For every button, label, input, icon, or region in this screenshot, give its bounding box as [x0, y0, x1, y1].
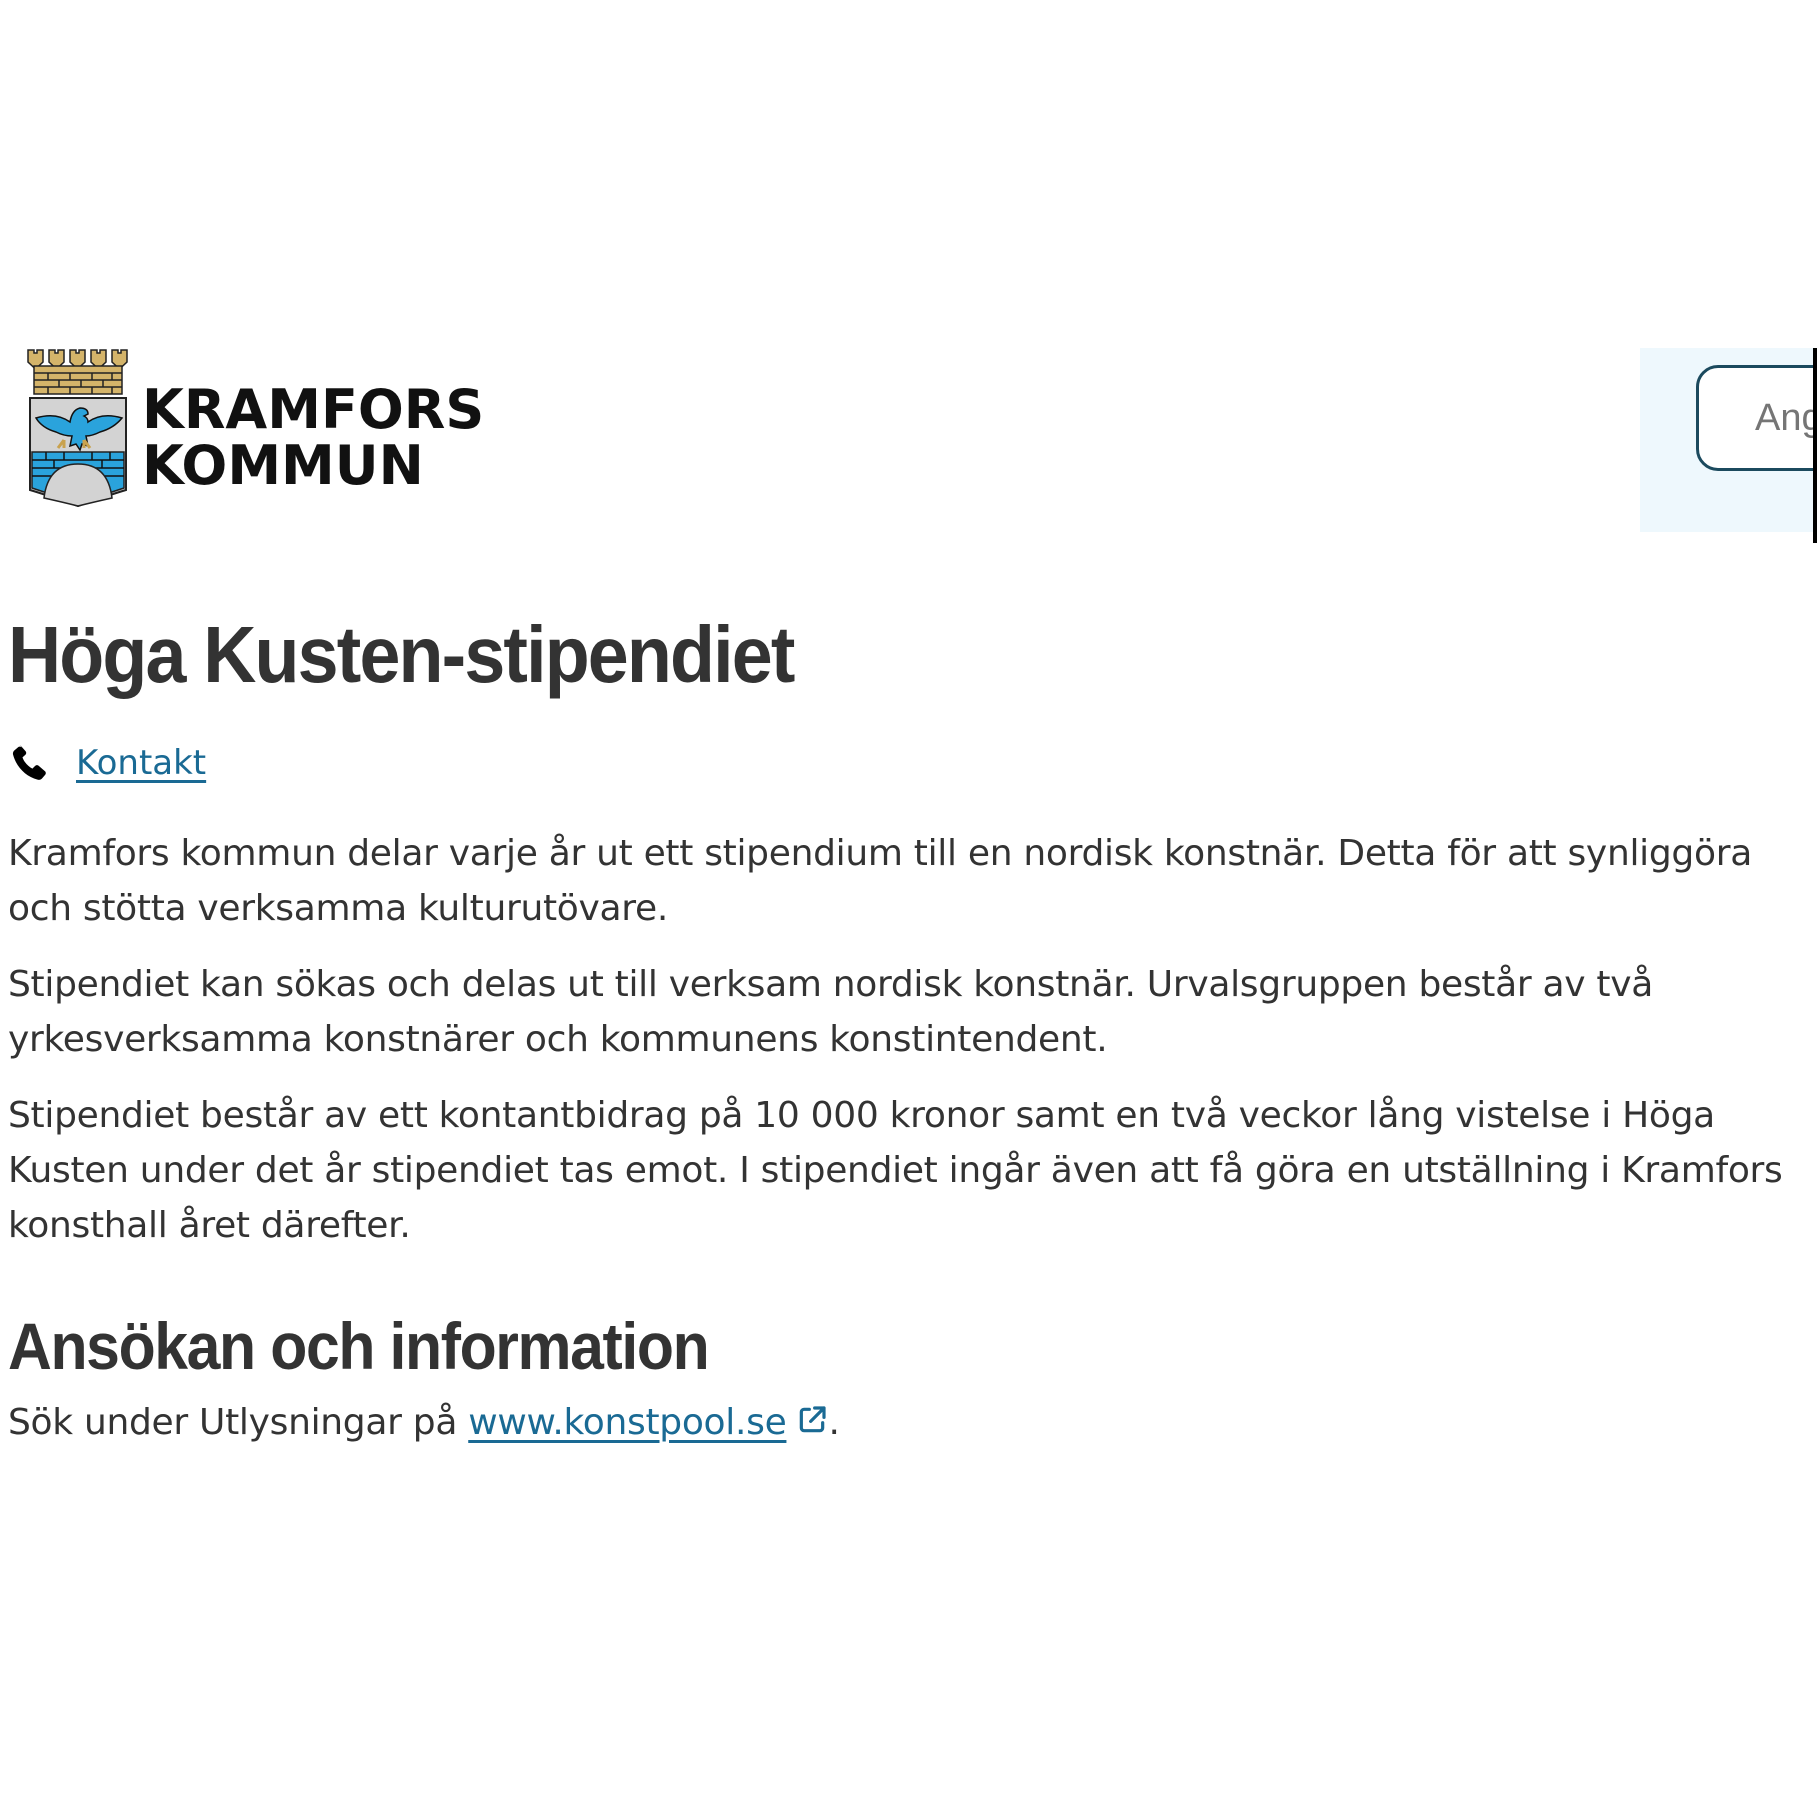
application-paragraph	[8, 1395, 1798, 1450]
konstpool-link[interactable]	[468, 1402, 786, 1443]
application-text: Sök under Utlysningar på	[8, 1402, 469, 1443]
konstpool-link-label: www.konstpool.se	[468, 1402, 787, 1443]
selection-paragraph: Stipendiet kan sökas och delas ut till verksam nordisk konstnär. Urvalsgruppen består av två yrkesverksamma konstnärer och kommunens konstintendent.	[8, 964, 1654, 1060]
search-input[interactable]	[1696, 365, 1817, 471]
main-content	[8, 600, 1798, 1450]
kramfors-coat-of-arms-icon	[26, 348, 130, 508]
page-edge-divider	[1813, 348, 1817, 543]
logo-wordmark	[142, 378, 485, 497]
page-title: Höga Kusten-stipendiet	[8, 610, 794, 699]
contact-row	[8, 738, 1798, 788]
logo-line-2: KOMMUN	[142, 434, 424, 497]
intro-paragraph: Kramfors kommun delar varje år ut ett stipendium till en nordisk konstnär. Detta för att synliggöra och stötta verksamma kulturutövare.	[8, 833, 1752, 929]
search-panel	[1640, 348, 1817, 532]
logo-line-1: KRAMFORS	[142, 378, 485, 441]
site-logo[interactable]	[26, 348, 484, 508]
section-heading-application: Ansökan och information	[8, 1309, 709, 1383]
award-details-paragraph: Stipendiet består av ett kontantbidrag på 10 000 kronor samt en två veckor lång vistelse i Höga Kusten under det år stipendiet tas emot. I stipendiet ingår även att få göra en utställning i Kramfors konsthall året därefter.	[8, 1095, 1783, 1246]
application-text-end: .	[828, 1402, 840, 1443]
external-link-icon	[796, 1404, 828, 1436]
site-header	[0, 348, 1817, 538]
contact-link[interactable]: Kontakt	[76, 743, 207, 783]
phone-icon	[8, 741, 52, 785]
